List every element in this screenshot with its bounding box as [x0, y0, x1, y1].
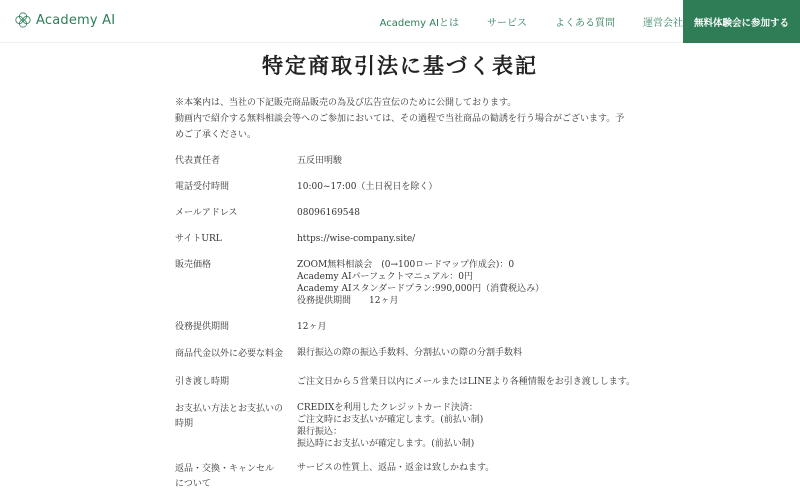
site-header — [0, 0, 800, 43]
row-value-line: ZOOM無料相談会 (0→100ロードマップ作成会)：0 — [297, 260, 515, 270]
row-label: メールアドレス — [175, 208, 238, 218]
row-value[interactable] — [297, 233, 635, 245]
row-label: 返品・交換・キャンセルについて — [175, 464, 275, 489]
row-value — [297, 207, 635, 219]
main-nav — [380, 0, 683, 43]
row-value-line: 08096169548 — [297, 208, 360, 218]
table-row — [175, 233, 635, 245]
row-value-line: サービスの性質上、返品・返金は致しかねます。 — [297, 463, 495, 473]
row-label: サイトURL — [175, 234, 222, 244]
row-value-line: Academy AIスタンダードプラン:990,000円（消費税込み） — [297, 284, 545, 294]
row-value — [297, 402, 635, 450]
row-value — [297, 347, 635, 362]
page-title: 特定商取引法に基づく表記 — [262, 53, 538, 78]
legal-info-table — [175, 155, 635, 492]
table-row — [175, 181, 635, 193]
row-value-line: 振込時にお支払いが確定します。(前払い制) — [297, 439, 475, 449]
table-row — [175, 321, 635, 333]
row-value-line: ご注文時にお支払いが確定します。(前払い制) — [297, 415, 484, 425]
row-value-line: ご注文日から５営業日以内にメールまたはLINEより各種情報をお引き渡しします。 — [297, 377, 636, 387]
row-value — [297, 155, 635, 167]
nav-item-faq[interactable]: よくある質問 — [555, 18, 615, 29]
row-label: 引き渡し時期 — [175, 377, 230, 387]
table-row — [175, 155, 635, 167]
notice-line: ※本案内は、当社の下記販売商品販売の為及び広告宣伝のために公開しております。 — [175, 98, 517, 108]
geometric-flower-icon — [14, 11, 32, 29]
row-label: 商品代金以外に必要な料金 — [175, 349, 284, 359]
row-value-line: 役務提供期間 12ヶ月 — [297, 296, 399, 306]
row-value-line: 銀行振込の際の振込手数料、分割払いの際の分割手数料 — [297, 348, 523, 358]
table-row — [175, 207, 635, 219]
row-value-line: 10:00~17:00（土日祝日を除く） — [297, 182, 438, 192]
row-value — [297, 462, 635, 492]
row-value-line: 銀行振込： — [297, 427, 343, 437]
row-label: 代表責任者 — [175, 156, 221, 166]
row-label: お支払い方法とお支払いの時期 — [175, 404, 284, 429]
notice-line: 動画内で紹介する無料相談会等へのご参加においては、その過程で当社商品の勧誘を行う場合がございます。予めご了承ください。 — [175, 114, 625, 140]
nav-item-services[interactable]: サービス — [487, 18, 527, 29]
row-value-line: 12ヶ月 — [297, 322, 327, 332]
logo-text: Academy AI — [36, 12, 116, 28]
row-label: 電話受付時間 — [175, 182, 230, 192]
table-row — [175, 347, 635, 362]
free-trial-button[interactable]: 無料体験会に参加する — [683, 0, 800, 43]
nav-item-company[interactable]: 運営会社 — [643, 18, 683, 29]
row-value-line: Academy AIパーフェクトマニュアル：0円 — [297, 272, 473, 282]
row-label: 役務提供期間 — [175, 322, 230, 332]
logo[interactable] — [14, 11, 115, 29]
row-label: 販売価格 — [175, 260, 212, 270]
notice-text — [175, 95, 625, 143]
row-value-line: CREDIXを利用したクレジットカード決済： — [297, 403, 478, 413]
table-row — [175, 259, 635, 307]
nav-item-about[interactable]: Academy AIとは — [379, 18, 459, 29]
table-row — [175, 376, 635, 388]
row-value — [297, 376, 635, 388]
row-value-line: https://wise-company.site/ — [297, 234, 416, 244]
row-value — [297, 259, 635, 307]
table-row — [175, 402, 635, 450]
row-value — [297, 321, 635, 333]
row-value — [297, 181, 635, 193]
table-row — [175, 462, 635, 492]
row-value-line: 五反田明駿 — [297, 156, 343, 166]
